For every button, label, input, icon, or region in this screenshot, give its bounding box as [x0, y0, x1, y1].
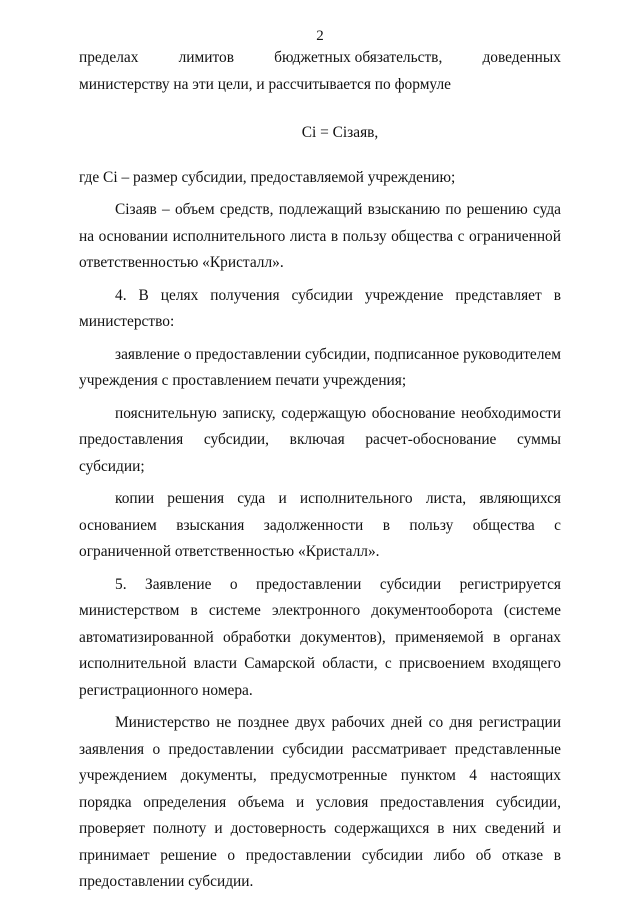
paragraph-5: 5. Заявление о предоставлении субсидии регистрируется министерством в системе электронного документооборота (системе автоматизированной обработки документов), применяемой в органах исполнительной власти Самарской области, с присвоением входящего регистрационного номера. — [79, 575, 561, 699]
page-number: 2 — [316, 28, 324, 44]
paragraph-continuation-line-2: министерству на эти цели, и рассчитывается по формуле — [79, 75, 451, 93]
formula: Ci = Ciзаяв, — [301, 124, 379, 141]
word: бюджетных обязательств, — [274, 49, 443, 66]
paragraph-4: 4. В целях получения субсидии учреждение представляет в министерство: — [79, 286, 561, 330]
paragraph-4-item-3: копии решения суда и исполнительного листа, являющихся основанием взыскания задолженности в пользу общества с ограниченной ответственностью «Кристалл». — [79, 490, 561, 560]
paragraph-4-item-2: пояснительную записку, содержащую обоснование необходимости предоставления субсидии, включая расчет-обоснование суммы субсидии; — [79, 404, 561, 475]
document-body — [79, 45, 561, 896]
paragraph-4-item-1: заявление о предоставлении субсидии, подписанное руководителем учреждения с проставлением печати учреждения; — [79, 345, 561, 389]
word: доведенных — [482, 49, 561, 66]
paragraph-6: Министерство не позднее двух рабочих дней со дня регистрации заявления о предоставлении субсидии рассматривает представленные учреждением документы, предусмотренные пунктом 4 настоящих порядка определения объема и условия предоставления субсидии, проверяет полноту и достоверность содержащихся в них сведений и принимает решение о предоставлении субсидии либо об отказе в предоставлении субсидии. — [79, 714, 561, 890]
word: лимитов — [178, 49, 234, 66]
formula-where: где Ci – размер субсидии, предоставляемой учреждению; — [79, 168, 456, 186]
word: пределах — [79, 49, 139, 66]
paragraph-continuation-line-1 — [79, 45, 561, 72]
formula-definition: Ciзаяв – объем средств, подлежащий взысканию по решению суда на основании исполнительного листа в пользу общества с ограниченной ответственностью «Кристалл». — [79, 201, 561, 271]
